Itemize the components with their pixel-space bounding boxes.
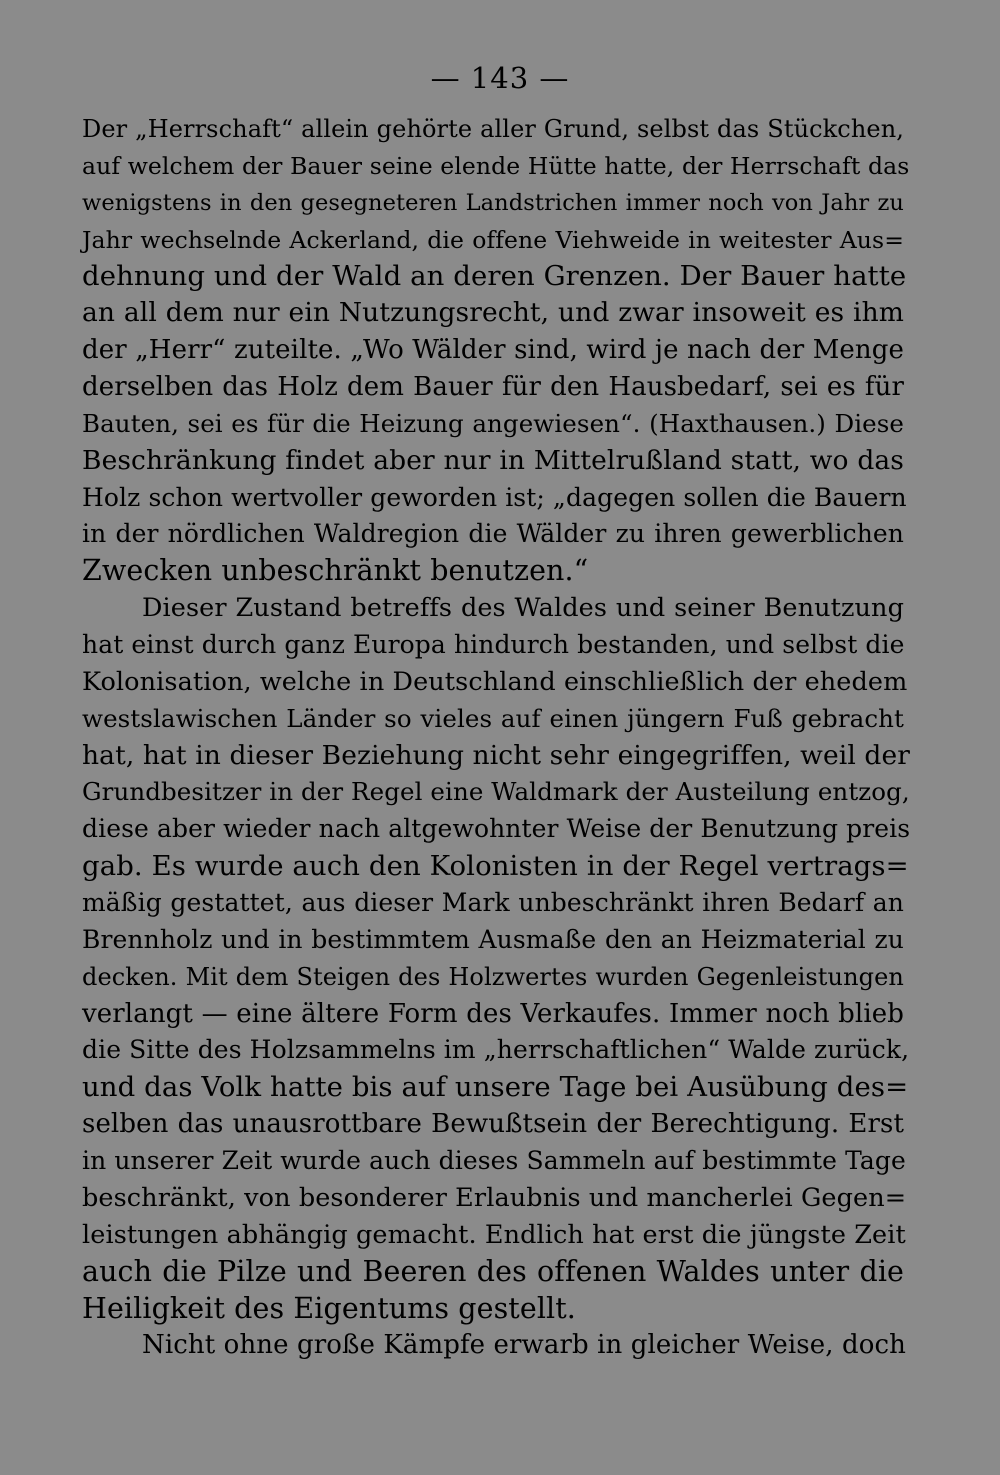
text-line: Kolonisation, welche in Deutschland einschließlich der ehedem <box>82 666 908 697</box>
page-number: — 143 — <box>430 61 570 95</box>
text-line: westslawischen Länder so vieles auf einen jüngern Fuß gebracht <box>82 703 904 733</box>
text-line: Dieser Zustand betreffs des Waldes und seiner Benutzung <box>142 593 904 624</box>
text-line: die Sitte des Holzsammelns im „herrschaftlichen“ Walde zurück, <box>82 1035 910 1065</box>
text-line: in der nördlichen Waldregion die Wälder zu ihren gewerblichen <box>82 519 904 549</box>
text-line: Holz schon wertvoller geworden ist; „dagegen sollen die Bauern <box>82 482 907 512</box>
text-line: Grundbesitzer in der Regel eine Waldmark der Austeilung entzog, <box>82 777 910 807</box>
text-line: decken. Mit dem Steigen des Holzwertes wurden Gegenleistungen <box>82 962 904 991</box>
text-line: Beschränkung findet aber nur in Mittelrußland statt, wo das <box>82 444 904 476</box>
text-line: Heiligkeit des Eigentums gestellt. <box>82 1291 576 1325</box>
text-line: hat, hat in dieser Beziehung nicht sehr eingegriffen, weil der <box>82 739 911 771</box>
text-line: verlangt — eine ältere Form des Verkaufes. Immer noch blieb <box>82 998 904 1029</box>
body-text <box>82 111 911 1364</box>
text-line: diese aber wieder nach altgewohnter Weise der Benutzung preis <box>82 814 911 844</box>
text-line: und das Volk hatte bis auf unsere Tage bei Ausübung des= <box>82 1071 909 1104</box>
text-line: beschränkt, von besonderer Erlaubnis und mancherlei Gegen= <box>82 1182 907 1213</box>
text-line: an all dem nur ein Nutzungsrecht, und zwar insoweit es ihm <box>82 297 904 329</box>
text-line: in unserer Zeit wurde auch dieses Sammeln auf bestimmte Tage <box>82 1146 906 1176</box>
text-line: gab. Es wurde auch den Kolonisten in der Regel vertrags= <box>82 850 909 883</box>
text-line: hat einst durch ganz Europa hindurch bestanden, und selbst die <box>82 630 905 660</box>
text-line: mäßig gestattet, aus dieser Mark unbeschränkt ihren Bedarf an <box>82 888 904 918</box>
text-line: Nicht ohne große Kämpfe erwarb in gleicher Weise, doch <box>142 1330 906 1361</box>
text-line: derselben das Holz dem Bauer für den Hausbedarf, sei es für <box>82 372 904 403</box>
text-line: der „Herr“ zuteilte. „Wo Wälder sind, wird je nach der Menge <box>82 335 904 366</box>
text-line: selben das unausrottbare Bewußtsein der Berechtigung. Erst <box>82 1109 904 1140</box>
text-line: Jahr wechselnde Ackerland, die offene Viehweide in weitester Aus= <box>82 225 904 254</box>
text-line: Brennholz und in bestimmtem Ausmaße den an Heizmaterial zu <box>82 924 904 954</box>
text-line: auch die Pilze und Beeren des offenen Waldes unter die <box>82 1254 904 1288</box>
text-line: auf welchem der Bauer seine elende Hütte hatte, der Herrschaft das <box>82 151 910 180</box>
text-line: wenigstens in den gesegneteren Landstrichen immer noch von Jahr zu <box>82 189 904 216</box>
text-line: Zwecken unbeschränkt benutzen.“ <box>82 554 589 588</box>
text-line: dehnung und der Wald an deren Grenzen. Der Bauer hatte <box>82 260 907 293</box>
text-line: leistungen abhängig gemacht. Endlich hat erst die jüngste Zeit <box>82 1219 906 1250</box>
text-line: Bauten, sei es für die Heizung angewiesen“. (Haxthausen.) Diese <box>82 408 904 438</box>
text-line: Der „Herrschaft“ allein gehörte aller Grund, selbst das Stückchen, <box>82 115 904 143</box>
